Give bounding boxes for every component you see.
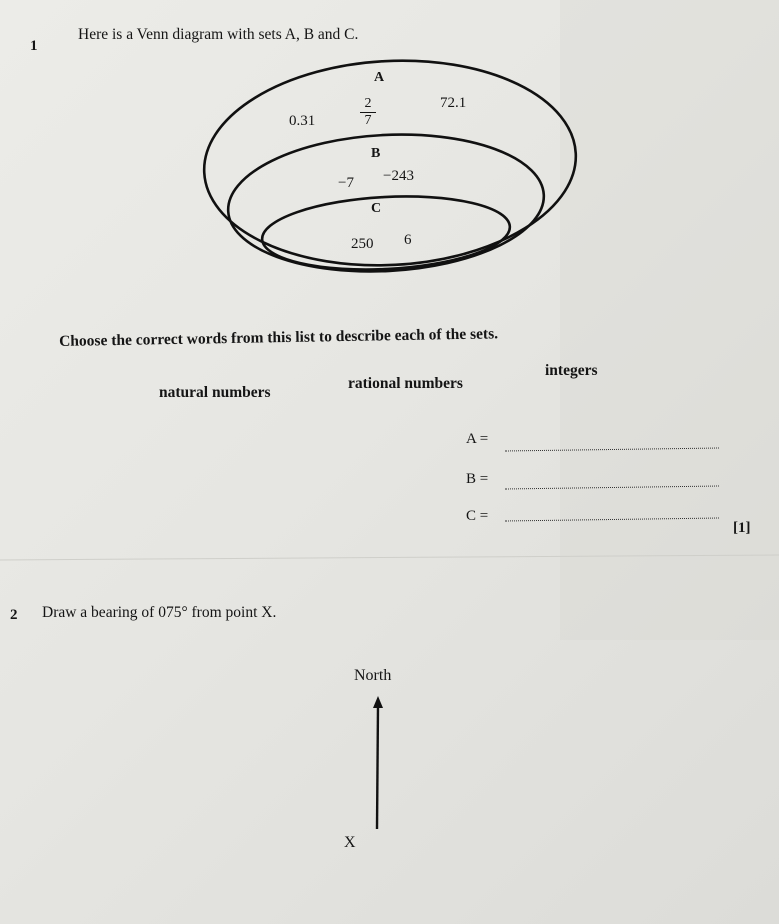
question-1-prompt: Here is a Venn diagram with sets A, B and C. xyxy=(78,26,359,43)
set-a-value-72-1: 72.1 xyxy=(440,95,467,111)
set-b-label: B xyxy=(371,146,381,161)
question-1-number: 1 xyxy=(30,38,38,54)
north-line xyxy=(377,705,378,829)
set-a-label: A xyxy=(374,70,385,85)
north-label: North xyxy=(354,667,392,684)
question-1-instruction: Choose the correct words from this list to describe each of the sets. xyxy=(59,325,499,350)
fraction-numerator: 2 xyxy=(364,96,372,111)
set-b-value-minus-7: −7 xyxy=(338,175,354,191)
set-a-value-0-31: 0.31 xyxy=(289,113,316,129)
question-2-number: 2 xyxy=(10,607,18,623)
set-c-label: C xyxy=(371,201,382,216)
answer-label-a: A = xyxy=(466,431,489,447)
point-x-label: X xyxy=(344,834,356,851)
fraction-denominator: 7 xyxy=(364,113,372,129)
set-b-value-minus-243: −243 xyxy=(383,168,414,184)
word-natural-numbers: natural numbers xyxy=(159,384,271,401)
marks-badge: [1] xyxy=(733,520,751,536)
question-2-prompt: Draw a bearing of 075° from point X. xyxy=(42,604,277,621)
set-c-value-250: 250 xyxy=(351,236,374,252)
answer-label-b: B = xyxy=(466,471,489,487)
word-rational-numbers: rational numbers xyxy=(348,375,463,392)
set-c-value-6: 6 xyxy=(404,232,412,248)
word-integers: integers xyxy=(545,362,598,379)
answer-label-c: C = xyxy=(466,508,489,524)
north-arrowhead xyxy=(373,696,383,708)
